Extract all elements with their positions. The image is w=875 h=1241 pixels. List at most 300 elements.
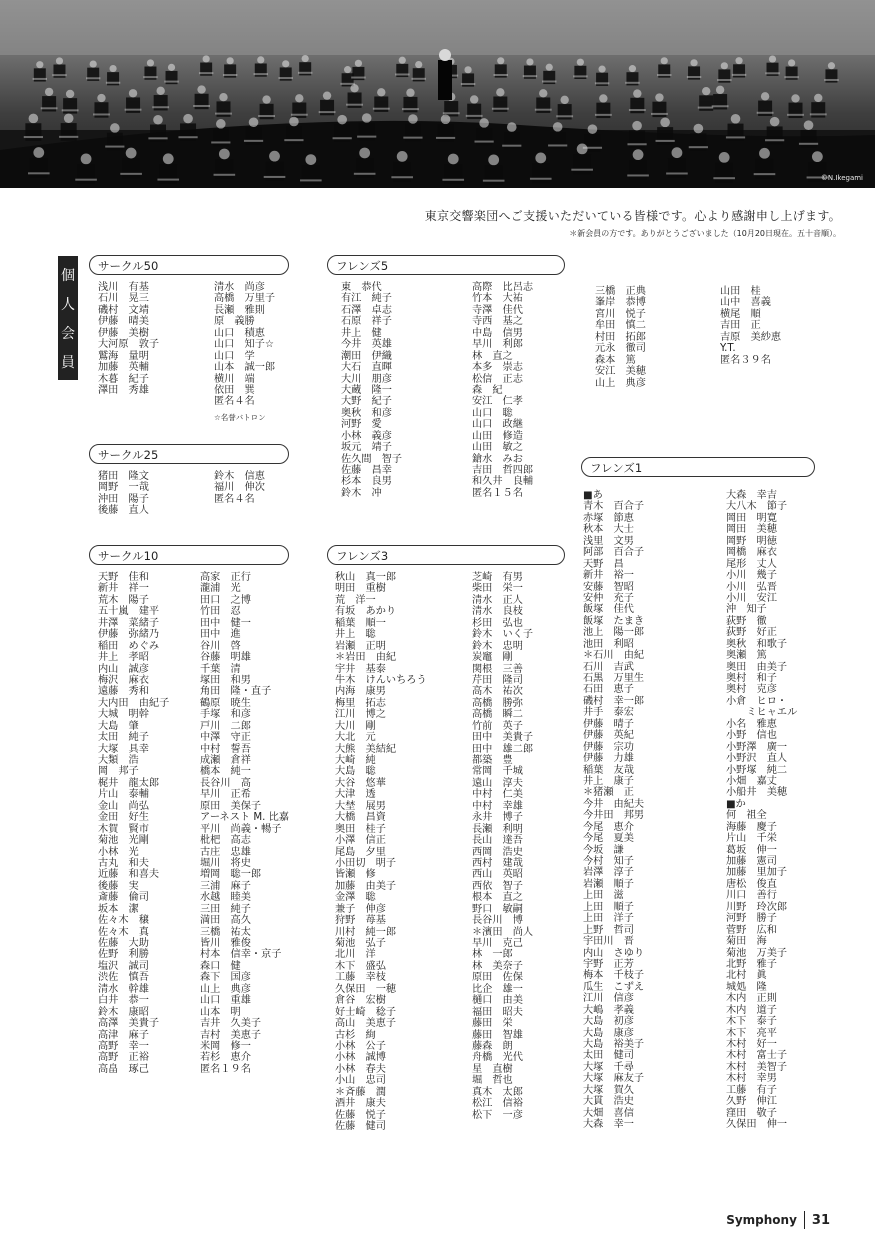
member-name: 木内 道子: [726, 1004, 777, 1016]
member-name: 秋山 真一郎: [335, 572, 397, 583]
member-name: 菅野 広和: [726, 924, 777, 936]
member-name: 加藤 憲司: [726, 856, 777, 867]
member-name: 近藤 和喜夫: [98, 869, 160, 881]
member-name: 牛木 けんいちろう: [335, 674, 427, 686]
member-name: 何 祖全: [726, 810, 767, 822]
member-name: 竹本 大祐: [472, 293, 523, 305]
member-name: 和久井 良輔: [472, 476, 534, 488]
member-name: 堀 哲也: [472, 1075, 513, 1087]
member-name: 原田 美保子: [199, 800, 262, 812]
member-name: 長山 達吾: [472, 835, 523, 847]
member-name: 横尾 順: [720, 308, 761, 320]
member-name: 小林 誠博: [335, 1052, 386, 1064]
member-name: 吉井 久美子: [199, 1018, 262, 1030]
member-name: 山上 典彦: [595, 377, 646, 389]
member-name: 藤田 智雄: [472, 1029, 523, 1041]
member-name: 戸川 二郎: [199, 720, 251, 732]
label-char: 個: [61, 267, 75, 284]
member-name: 加藤 由美子: [335, 880, 397, 892]
member-name: 小林 義彦: [341, 430, 392, 442]
member-name: 鈴木 忠明: [472, 640, 523, 652]
member-name: 山口 知子☆: [214, 339, 275, 351]
member-name: 伊藤 晴美: [98, 316, 149, 328]
member-name: ■あ: [583, 490, 603, 501]
member-name: 工藤 幸枝: [335, 972, 386, 984]
member-name: 石黒 万里生: [583, 673, 645, 684]
member-name: 宇田川 晋: [583, 936, 634, 948]
member-name: 橋本 純一: [199, 766, 251, 778]
member-name: 河野 勝子: [726, 913, 777, 925]
member-name: 牟田 慎二: [595, 320, 646, 332]
member-name: 今村 知子: [583, 856, 634, 867]
member-name: 松江 信裕: [472, 1098, 523, 1110]
member-name: 東 恭代: [341, 282, 382, 293]
member-name: 斎藤 倫司: [98, 892, 149, 904]
member-name: 早川 克己: [472, 938, 523, 949]
member-name: 福田 昭夫: [472, 1006, 523, 1018]
intro-note: ＊新会員の方です。ありがとうございました（10月20日現在。五十音順）。: [569, 229, 841, 238]
member-name: 皆瀬 修: [335, 869, 376, 881]
member-name: 今井田 邦男: [583, 810, 645, 822]
member-name: 原田 佐保: [472, 972, 523, 984]
member-name: 上田 順子: [583, 901, 634, 913]
member-list: [583, 490, 726, 1131]
member-name: 工藤 有子: [726, 1084, 777, 1096]
member-name: 小野塚 純二: [726, 764, 788, 776]
member-name: 久野 伸江: [726, 1096, 777, 1108]
member-name: 樋口 由美: [472, 995, 523, 1007]
member-name: 遠山 淳夫: [472, 777, 523, 789]
member-name: 石川 吉武: [583, 661, 634, 673]
member-name: 岡野 明徳: [726, 535, 777, 547]
member-name: 大島 肇: [98, 720, 139, 732]
member-list: [595, 286, 720, 389]
member-name: 佐藤 昌幸: [341, 465, 392, 476]
member-name: 久保田 伸一: [726, 1119, 788, 1131]
member-name: 小野 信也: [726, 730, 777, 742]
member-list: [214, 471, 265, 517]
member-name: 山口 積恵: [214, 327, 265, 339]
member-name: 岩瀬 順子: [583, 878, 634, 890]
member-name: 鈴木 いく子: [472, 629, 534, 641]
member-name: 高橋 瞬二: [472, 709, 523, 721]
member-name: 菊池 光剛: [98, 835, 149, 847]
member-name: 佐藤 大助: [98, 938, 149, 949]
member-name: 山口 政継: [472, 419, 523, 431]
footer-divider: [804, 1211, 805, 1229]
member-name: 木内 正則: [726, 993, 777, 1005]
section-title: サークル10: [89, 545, 289, 565]
member-name: ＊猪瀬 正: [583, 787, 634, 799]
member-name: 大森 幸一: [583, 1119, 634, 1131]
section-title: フレンズ3: [327, 545, 565, 565]
member-name: 木下 亮平: [726, 1027, 777, 1039]
member-name: 吉村 美恵子: [199, 1029, 262, 1041]
section-circle50: [89, 255, 289, 423]
member-name: 奥村 和子: [726, 673, 777, 684]
intro: [425, 207, 841, 239]
member-name: 小澤 信正: [335, 835, 386, 847]
member-name: 尾島 夕里: [335, 846, 386, 858]
member-name: 寺澤 佳代: [472, 304, 523, 316]
member-name: 木下 盛弘: [335, 960, 386, 972]
member-name: 芹田 隆司: [472, 674, 523, 686]
member-name: 谷藤 明雄: [199, 652, 251, 664]
member-name: 猪田 隆文: [98, 471, 149, 482]
member-name: 米岡 修一: [199, 1040, 251, 1052]
member-name: 新井 裕一: [583, 570, 634, 582]
member-name: 三橋 祐太: [199, 926, 251, 938]
section-circle10: [89, 545, 289, 1075]
member-name: 木村 好一: [726, 1039, 777, 1050]
member-list: [472, 572, 533, 1132]
member-list: [341, 282, 472, 499]
section-friends3: [327, 545, 565, 1132]
member-name: 稲田 めぐみ: [98, 640, 160, 652]
orchestra-photo: [0, 0, 875, 188]
member-name: 荒 洋一: [335, 594, 376, 606]
member-name: 唐松 俊直: [726, 878, 777, 890]
member-name: 沖田 陽子: [98, 493, 149, 505]
member-name: 芝崎 有男: [472, 572, 523, 583]
member-name: 小野沢 直人: [726, 753, 788, 765]
member-name: 木賀 賢市: [98, 823, 149, 835]
member-name: 大八木 節子: [726, 501, 788, 513]
member-name: 藤森 朗: [472, 1040, 513, 1052]
member-name: 大島 裕美子: [583, 1039, 645, 1050]
member-name: 北野 雅子: [726, 958, 777, 970]
member-name: 井上 健: [341, 327, 382, 339]
member-name: 岩瀬 正明: [335, 640, 386, 652]
member-name: 今尾 恵介: [583, 821, 634, 833]
member-name: 川村 純一郎: [335, 926, 397, 938]
label-char: 人: [61, 296, 75, 313]
member-name: 小名 雅恵: [726, 718, 777, 730]
member-name: 久保田 一穂: [335, 983, 397, 995]
member-name: 伊藤 晴子: [583, 718, 634, 730]
member-name: 高澤 美貴子: [98, 1018, 160, 1030]
member-name: 三田 純子: [199, 903, 251, 915]
member-name: 奥田 由美子: [726, 661, 788, 673]
member-name: 小林 公子: [335, 1040, 386, 1052]
member-name: 高野 幸一: [98, 1040, 149, 1052]
member-name: 大川 朋彦: [341, 373, 392, 385]
member-name: 三橋 正典: [595, 286, 646, 297]
member-name: 大橋 昌資: [335, 812, 386, 824]
member-name: 白井 恭一: [98, 995, 149, 1007]
section-circle25: [89, 444, 289, 517]
member-name: 長谷川 高: [199, 777, 251, 789]
member-name: 飯塚 佳代: [583, 604, 634, 616]
member-name: 宇井 基泰: [335, 663, 386, 675]
label-char: 会: [61, 325, 75, 342]
member-name: 川口 善行: [726, 890, 777, 902]
member-name: 柴田 栄一: [472, 583, 523, 595]
member-name: 杉本 良男: [341, 476, 392, 488]
member-name: 石原 祥子: [341, 316, 392, 328]
member-name: 手塚 和彦: [199, 709, 251, 721]
member-name: 太田 純子: [98, 732, 149, 744]
member-name: 梶井 龍太郎: [98, 777, 160, 789]
member-name: ＊斉藤 潤: [335, 1086, 386, 1098]
member-name: 明田 重樹: [335, 583, 386, 595]
honorary-patron-note: ☆名誉バトロン: [214, 412, 266, 422]
member-name: 遠藤 秀和: [98, 686, 149, 698]
member-name: 田中 健一: [199, 617, 251, 629]
member-name: 竹田 忍: [199, 606, 241, 618]
member-name: 依田 巽: [214, 384, 255, 396]
member-name: 清水 正人: [472, 594, 523, 606]
member-name: 常岡 千城: [472, 766, 523, 778]
member-name: 大熊 美結紀: [335, 743, 397, 755]
section-title: フレンズ1: [581, 457, 815, 477]
member-name: 奥村 克彦: [726, 684, 777, 696]
member-name: ■か: [726, 798, 746, 810]
photo-credit: ©N.Ikegami: [820, 174, 863, 182]
member-name: 舟橋 光代: [472, 1052, 523, 1064]
member-name: 好士崎 稔子: [335, 1006, 397, 1018]
member-name: 澤田 秀雄: [98, 384, 149, 396]
member-name: 菊池 万美子: [726, 947, 788, 959]
member-name: 堀川 将史: [199, 857, 251, 869]
member-name: 匿名４名: [214, 396, 255, 408]
member-name: 小船井 美穂: [726, 787, 788, 799]
member-name: 竹前 英子: [472, 720, 523, 732]
member-name: 梅本 千枝子: [583, 970, 645, 982]
member-name: 北川 洋: [335, 949, 376, 961]
member-name: 今坂 謙: [583, 844, 624, 856]
member-name: 大内田 由紀子: [98, 697, 170, 709]
orchestra-photo-illustration: [0, 0, 875, 188]
member-name: 鈴木 康昭: [98, 1006, 149, 1018]
member-name: 小川 幾子: [726, 570, 777, 582]
member-name: 潮田 伊織: [341, 350, 392, 362]
section-friends5: [327, 255, 565, 499]
member-name: 井澤 菜緒子: [98, 617, 160, 629]
member-name: 高橋 勝弥: [472, 697, 523, 709]
member-name: 江川 信彦: [583, 993, 634, 1005]
member-name: 大島 聡: [335, 766, 376, 778]
member-name: 沖 知子: [726, 604, 767, 616]
member-name: 荻野 徹: [726, 615, 767, 627]
member-name: 佐々木 真: [98, 926, 149, 938]
member-name: 尾形 丈人: [726, 558, 777, 570]
member-name: 石田 恵子: [583, 684, 634, 696]
member-name: 高橋 万里子: [214, 293, 276, 305]
member-name: 清水 尚彦: [214, 282, 265, 293]
member-name: 岡田 明寛: [726, 512, 777, 524]
member-name: 内山 誠彦: [98, 663, 149, 675]
member-name: 大島 康彦: [583, 1027, 634, 1039]
member-name: 金田 好生: [98, 812, 149, 824]
member-name: 森口 健: [199, 960, 241, 972]
member-name: 海藤 慶子: [726, 821, 777, 833]
member-name: 窪田 敬子: [726, 1107, 777, 1119]
member-name: 皆川 雅俊: [199, 938, 251, 949]
member-name: 大森 幸吉: [726, 490, 777, 501]
member-name: 今尾 夏美: [583, 833, 634, 845]
member-name: 磯村 文靖: [98, 304, 149, 316]
member-name: 成瀬 倉祥: [199, 755, 251, 766]
member-name: 金山 尚弘: [98, 800, 149, 812]
member-name: 加藤 里加子: [726, 867, 788, 879]
member-name: 坂本 潔: [98, 903, 139, 915]
member-name: 上野 哲司: [583, 924, 634, 936]
member-name: 大埜 展男: [335, 800, 386, 812]
member-name: 山本 明: [199, 1006, 241, 1018]
member-name: 佐野 利勝: [98, 949, 149, 961]
member-name: 城処 隆: [726, 981, 767, 993]
member-name: 五十嵐 建平: [98, 606, 160, 618]
member-name: 中島 信男: [472, 327, 523, 339]
member-name: 大崎 純: [335, 755, 376, 766]
member-name: 稲葉 友哉: [583, 764, 634, 776]
member-name: 飯塚 たまき: [583, 615, 645, 627]
member-name: 山中 喜義: [720, 297, 771, 309]
intro-message: 東京交響楽団へご支援いただいている皆様です。心より感謝申し上げます。: [424, 209, 841, 223]
member-name: 青木 百合子: [583, 501, 645, 513]
member-list: [335, 572, 472, 1132]
member-name: 有坂 あかり: [335, 606, 397, 618]
member-name: 上田 洋子: [583, 913, 634, 925]
member-name: 岩澤 淳子: [583, 867, 634, 879]
member-name: 匿名４名: [214, 493, 255, 505]
member-name: 大塚 麻友子: [583, 1073, 645, 1085]
member-name: 渋佐 慎吾: [98, 972, 149, 984]
member-name: 本多 崇志: [472, 362, 523, 374]
member-name: 大塚 具幸: [98, 743, 149, 755]
member-name: 梅沢 麻衣: [98, 674, 149, 686]
member-name: 匿名１９名: [199, 1063, 251, 1075]
member-name: 長谷川 博: [472, 915, 523, 927]
member-name: 寺西 基之: [472, 316, 523, 328]
member-name: 安江 美穂: [595, 366, 646, 378]
member-name: 山口 学: [214, 350, 255, 362]
member-name: 赤塚 節恵: [583, 512, 634, 524]
member-name: 角田 隆・直子: [199, 686, 272, 698]
member-name: 比企 雄一: [472, 983, 523, 995]
member-name: 横川 端: [214, 373, 255, 385]
member-name: 森下 国彦: [199, 972, 251, 984]
member-name: 元永 徹司: [595, 343, 646, 355]
member-name: 秋本 大士: [583, 524, 634, 536]
member-name: 小倉 ヒロ・: [726, 695, 788, 707]
member-name: 大川 剛: [335, 720, 376, 732]
member-name: 岡田 美穂: [726, 524, 777, 536]
member-name: 林 一郎: [472, 949, 513, 961]
member-name: 長瀬 雅則: [214, 304, 265, 316]
member-name: 伊藤 力雄: [583, 753, 634, 765]
section-title: フレンズ5: [327, 255, 565, 275]
member-name: 荒木 陽子: [98, 594, 149, 606]
member-name: 内山 さゆり: [583, 947, 645, 959]
member-name: 早川 正希: [199, 789, 251, 801]
member-name: 金澤 聡: [335, 892, 376, 904]
member-name: 山田 桂: [720, 286, 761, 297]
member-name: 瓜生 こずえ: [583, 981, 645, 993]
member-name: 山本 誠一郎: [214, 362, 276, 374]
member-name: 中村 幸雄: [472, 800, 523, 812]
member-list: [726, 490, 797, 1131]
member-name: 大島 初彦: [583, 1016, 634, 1028]
member-name: 平川 尚義・暢子: [199, 823, 282, 835]
member-list: [98, 282, 214, 408]
member-name: 小川 弘晋: [726, 581, 777, 593]
member-name: 早川 利郎: [472, 339, 523, 351]
member-name: 安江 仁孝: [472, 396, 523, 408]
member-name: 松下 一彦: [472, 1109, 523, 1121]
member-name: 小田切 明子: [335, 857, 397, 869]
member-list: [98, 471, 214, 517]
member-list: [214, 282, 275, 408]
member-name: 後藤 実: [98, 880, 139, 892]
member-name: 谷川 啓: [199, 640, 241, 652]
member-name: 鎗水 みお: [472, 453, 523, 465]
member-name: 木村 美智子: [726, 1061, 788, 1073]
member-name: ＊岩田 由紀: [335, 652, 397, 664]
member-name: 井上 聡: [335, 629, 376, 641]
member-name: 根本 直之: [472, 892, 523, 904]
member-name: 安藤 智昭: [583, 581, 634, 593]
member-name: 上田 滋: [583, 890, 624, 902]
member-name: 佐藤 健司: [335, 1121, 386, 1132]
member-name: 林 美奈子: [472, 960, 523, 972]
member-name: 野口 敏嗣: [472, 903, 523, 915]
member-name: 後藤 直人: [98, 505, 149, 517]
member-name: 大嶋 孝義: [583, 1004, 634, 1016]
member-name: 大塚 千尋: [583, 1061, 634, 1073]
member-name: 兼子 伸彦: [335, 903, 386, 915]
member-name: 菊田 海: [726, 936, 767, 948]
member-name: 大河原 敦子: [98, 339, 160, 351]
member-name: 石澤 卓志: [341, 304, 392, 316]
member-name: 高畠 琢己: [98, 1063, 149, 1075]
member-name: 井手 泰宏: [583, 707, 634, 719]
member-name: 大谷 悠華: [335, 777, 386, 789]
member-name: 池上 陽一郎: [583, 627, 645, 639]
member-name: 安仲 充子: [583, 592, 634, 604]
member-list: [472, 282, 533, 499]
member-name: 星 直樹: [472, 1063, 513, 1075]
member-name: 岡野 一哉: [98, 482, 149, 494]
member-name: 真木 太郎: [472, 1086, 523, 1098]
member-name: 匿名３９名: [720, 354, 771, 366]
member-name: 小林 春夫: [335, 1063, 386, 1075]
member-name: 山口 重雄: [199, 995, 251, 1007]
member-name: 古杉 絢: [335, 1029, 376, 1041]
member-name: 水越 睦美: [199, 892, 251, 904]
member-name: 吉田 正: [720, 320, 761, 332]
member-name: 木暮 紀子: [98, 373, 149, 385]
member-name: 倉谷 宏樹: [335, 995, 386, 1007]
member-name: 狩野 苺基: [335, 915, 386, 927]
member-name: 清水 幹雄: [98, 983, 149, 995]
section-friends1: [581, 457, 815, 1131]
member-name: 井上 康子: [583, 775, 634, 787]
member-name: 増岡 聡一郎: [199, 869, 262, 881]
section-title: サークル50: [89, 255, 289, 275]
member-name: 杉田 弘也: [472, 617, 523, 629]
member-name: 奥田 桂子: [335, 823, 386, 835]
member-name: 稲葉 順一: [335, 617, 386, 629]
member-name: 高木 祐次: [472, 686, 523, 698]
member-name: 吉田 哲四郎: [472, 465, 534, 476]
member-name: 満田 高久: [199, 915, 251, 927]
member-name: 峯岸 恭博: [595, 297, 646, 309]
member-name: 坂元 靖子: [341, 442, 392, 454]
section-title: サークル25: [89, 444, 289, 464]
member-name: 北村 眞: [726, 970, 767, 982]
